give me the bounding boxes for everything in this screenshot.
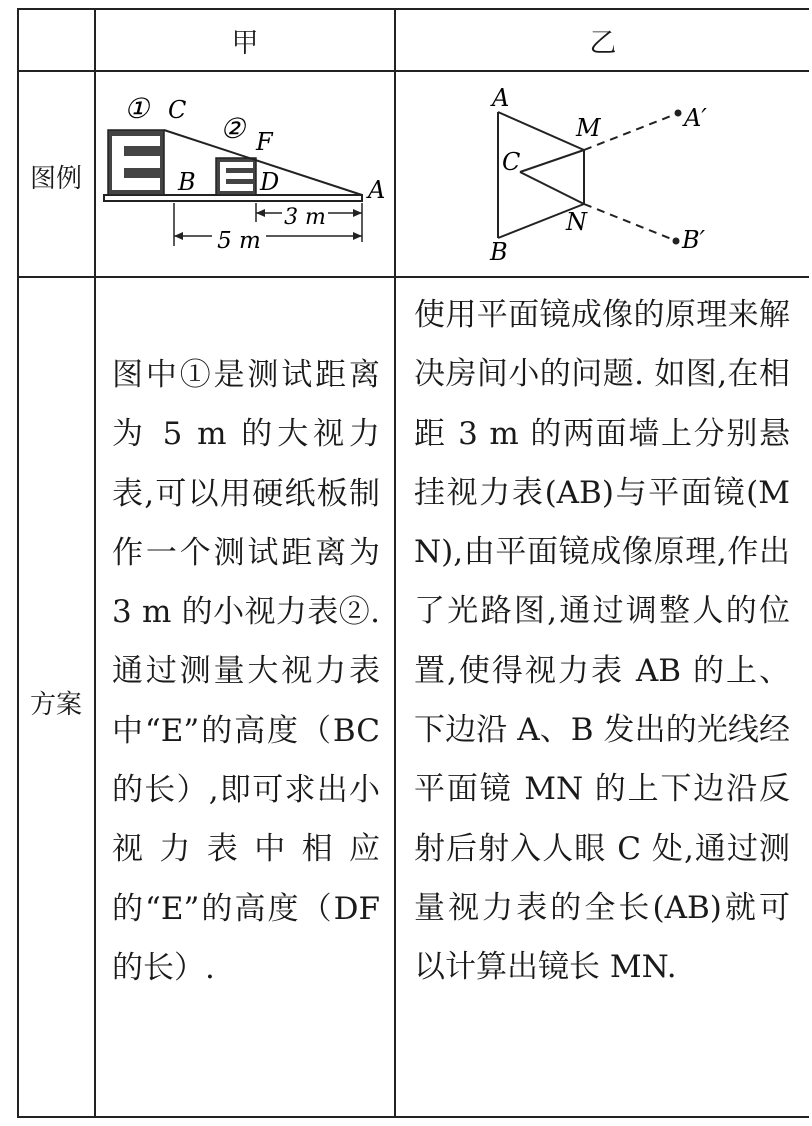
label-c: C: [502, 148, 521, 176]
circle-2-label: ②: [220, 112, 246, 145]
point-b-prime: [673, 238, 680, 245]
table-border-bottom: [17, 1116, 809, 1118]
plan-jia-text: 图中①是测试距离为 5 m 的大视力表,可以用硬纸板制作一个测试距离为 3 m 的小视力表②. 通过测量大视力表中“E”的高度（BC 的长）,即可求出小视力表中相应的“E”的高度（DF 的长）.: [112, 357, 380, 986]
label-b-prime: B′: [682, 226, 706, 254]
table-row-divider-2: [17, 276, 809, 278]
row-label-plan: 方案: [29, 690, 82, 720]
dim-5m-arrow-right: [353, 232, 362, 240]
label-m: M: [576, 114, 601, 142]
label-c: C: [168, 96, 187, 124]
label-a: A: [492, 84, 510, 112]
row-label-diagram: 图例: [29, 164, 82, 194]
point-a-prime: [675, 110, 682, 117]
label-a: A: [368, 176, 386, 204]
circle-1-label: ①: [124, 92, 150, 125]
label-n: N: [566, 208, 587, 236]
diagram-yi: [396, 72, 810, 276]
plan-yi-text: 使用平面镜成像的原理来解决房间小的问题. 如图,在相距 3 m 的两面墙上分别悬挂视力表(AB)与平面镜(MN),由平面镜成像原理,作出了光路图,通过调整人的位置,使得视力表 AB 的上、下边沿 A、B 发出的光线经平面镜 MN 的上下边沿反射后射入人眼 C 处,通过测量视力表的全长(AB)就可以计算出镜长 MN.: [414, 297, 790, 986]
dim-5m-arrow-left: [174, 232, 183, 240]
dim-3m-label: 3 m: [284, 205, 326, 230]
ray-a-m: [498, 112, 584, 150]
dim-3m-arrow-right: [353, 209, 362, 217]
diagram-jia: [96, 72, 394, 276]
label-f: F: [256, 128, 273, 156]
dim-5m-label: 5 m: [217, 228, 261, 254]
ray-c-n: [520, 172, 584, 204]
header-col-jia: 甲: [231, 27, 259, 59]
label-a-prime: A′: [684, 104, 707, 132]
ground-plate: [104, 195, 362, 201]
small-e-symbol: [220, 162, 253, 191]
label-b: B: [490, 238, 508, 266]
label-b: B: [178, 168, 196, 196]
dim-3m-arrow-left: [256, 209, 265, 217]
dashed-n-b-prime: [584, 204, 674, 240]
header-col-yi: 乙: [589, 27, 617, 59]
ray-c-m: [520, 150, 584, 172]
label-d: D: [260, 168, 280, 196]
large-e-symbol: [112, 136, 160, 190]
